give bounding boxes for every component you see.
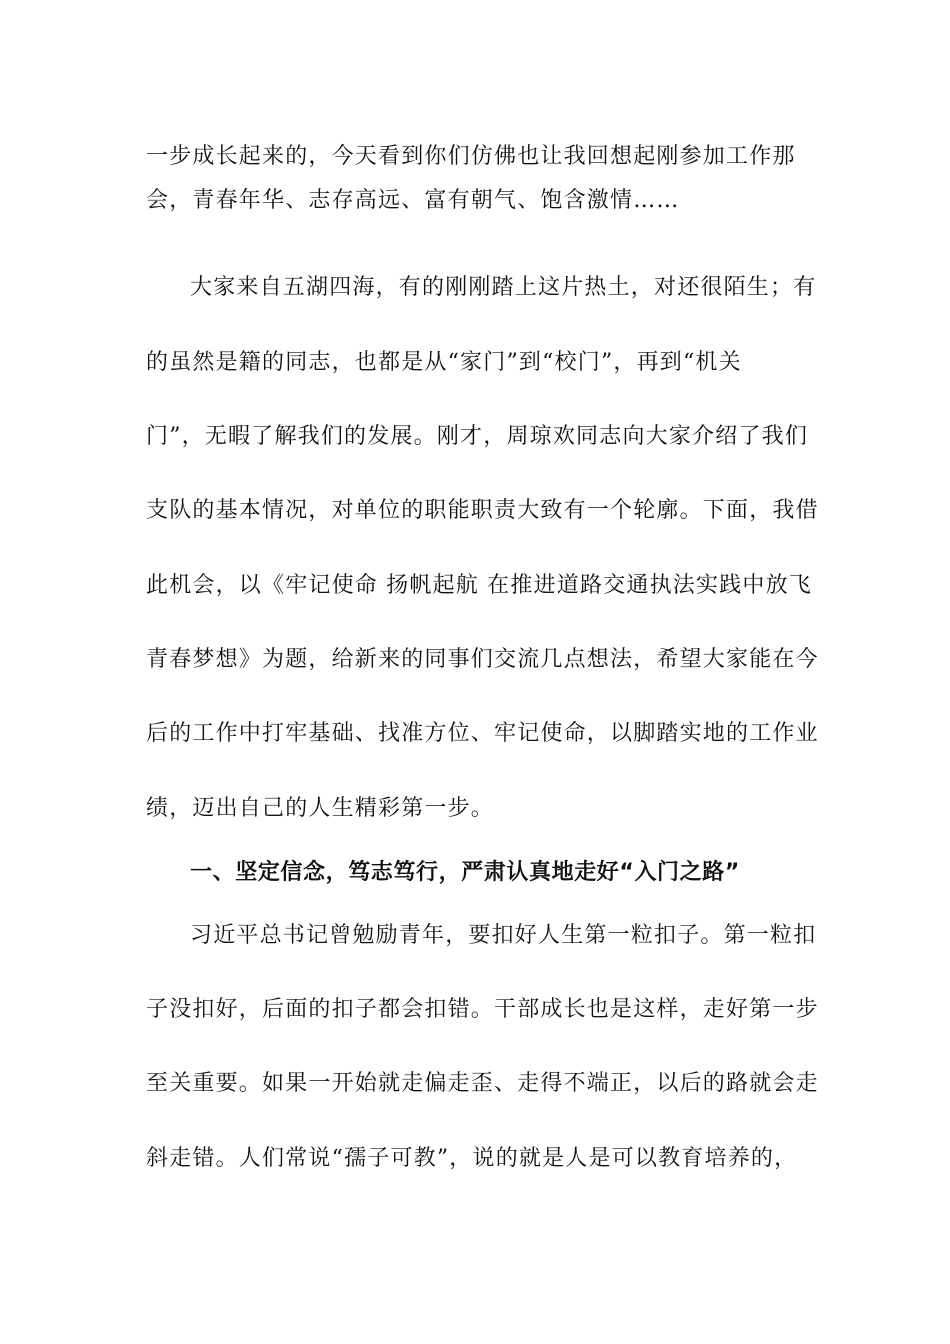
paragraph-line: 会，青春年华、志存高远、富有朝气、饱含激情…… — [146, 188, 680, 213]
paragraph-line: 此机会，以《牢记使命 扬帆起航 在推进道路交通执法实践中放飞 — [146, 573, 812, 598]
paragraph-line: 青春梦想》为题，给新来的同事们交流几点想法，希望大家能在今 — [146, 647, 819, 672]
paragraph-line: 习近平总书记曾勉励青年，要扣好人生第一粒扣子。第一粒扣 — [190, 923, 817, 948]
paragraph-line: 斜走错。人们常说“孺子可教”，说的就是人是可以教育培养的， — [146, 1146, 798, 1171]
paragraph-line: 绩，迈出自己的人生精彩第一步。 — [146, 796, 495, 821]
paragraph-line: 门”，无暇了解我们的发展。刚才，周琼欢同志向大家介绍了我们 — [146, 424, 809, 449]
paragraph-line: 大家来自五湖四海，有的刚刚踏上这片热土，对还很陌生；有 — [190, 275, 817, 300]
paragraph-line: 一步成长起来的，今天看到你们仿佛也让我回想起刚参加工作那 — [146, 144, 796, 169]
paragraph-line: 子没扣好，后面的扣子都会扣错。干部成长也是这样，走好第一步 — [146, 997, 819, 1022]
paragraph-line: 至关重要。如果一开始就走偏走歪、走得不端正，以后的路就会走 — [146, 1071, 819, 1096]
paragraph-line: 的虽然是籍的同志，也都是从“家门”到“校门”，再到“机关 — [146, 350, 742, 375]
section-heading: 一、坚定信念，笃志笃行，严肃认真地走好“入门之路” — [190, 860, 740, 885]
paragraph-line: 支队的基本情况，对单位的职能职责大致有一个轮廓。下面，我借 — [146, 498, 819, 523]
paragraph-line: 后的工作中打牢基础、找准方位、牢记使命，以脚踏实地的工作业 — [146, 721, 819, 746]
